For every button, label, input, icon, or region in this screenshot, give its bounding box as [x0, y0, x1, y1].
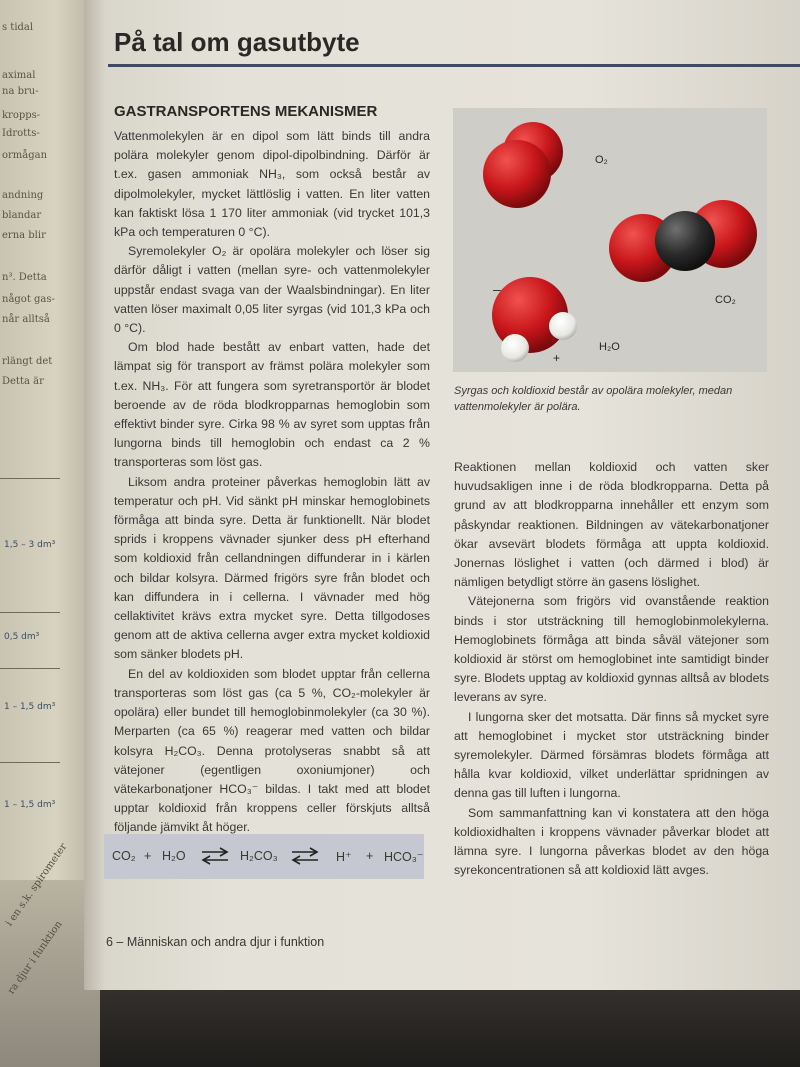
left-page-fragment: na bru- [2, 86, 39, 97]
book-page [84, 0, 800, 990]
left-page-fragment: Idrotts- [2, 128, 40, 139]
paragraph: I lungorna sker det motsatta. Där finns så mycket syre att hemoglobinet i mycket stor utsträckning binder syremolekyler. Därmed försämras blodets förmåga att hålla kvar koldioxid, vilket underlättar spridningen av denna gas till luften i lungorna. [454, 709, 769, 801]
left-page-fragment: något gas- [2, 294, 55, 305]
h2o-molecule [492, 277, 577, 362]
left-page-rule [0, 478, 60, 479]
eq-co2: CO₂ [112, 849, 136, 863]
volume-label: 1 – 1,5 dm³ [4, 800, 56, 810]
left-page-fragment: blandar [2, 210, 42, 221]
edge-text: ra djur i funktion [6, 919, 65, 997]
paragraph: En del av koldioxiden som blodet upptar från cellerna transporteras som löst gas (ca 5 %, CO₂-molekyler är opolära) eller bundet till hemoglobinmolekyler (ca 30 %). Merparten (ca 65 %) reagerar med vatten och bildar kolsyra H₂CO₃. Denna protolyseras snabbt så att vätejoner (egentligen oxoniumjoner) och vätekarbonatjoner HCO₃⁻ bildas. I takt med att blodet upptar koldioxid från kroppens celler förskjuts alltså följande jämvikt åt höger. [114, 666, 430, 835]
paragraph: Syremolekyler O₂ är opolära molekyler och löser sig därför dåligt i vatten (mellan syre- och vattenmolekyler uppstår endast svaga van der Waalsbindningar). En liter vatten löser maximalt 0,05 liter syrgas (vid 101,3 kPa och 0 °C). [114, 244, 430, 336]
molecule-illustration [453, 108, 767, 372]
left-page-fragment: aximal [2, 70, 36, 81]
edge-text: i en s.k. spirometer [4, 841, 70, 929]
page-footer: 6 – Människan och andra djur i funktion [106, 935, 325, 949]
left-page-fragment: når alltså [2, 314, 50, 325]
left-page-fragment: andning [2, 190, 44, 201]
left-page-rule [0, 668, 60, 669]
volume-label: 1 – 1,5 dm³ [4, 702, 56, 712]
equilibrium-arrows-icon [200, 847, 230, 865]
eq-h2o: H₂O [162, 849, 186, 863]
left-page-rule [0, 762, 60, 763]
o2-label: O₂ [595, 154, 608, 166]
previous-page-edge [0, 0, 92, 1000]
left-page-fragment: n³. Detta [2, 272, 47, 283]
co2-molecule [609, 200, 757, 282]
eq-h2co3: H₂CO₃ [240, 849, 278, 863]
paragraph: Vätejonerna som frigörs vid ovanstående reaktion binds i stor utsträckning till hemoglobinmolekylerna. Hemoglobinets förmåga att binda såväl vätejoner som koldioxid är störst om hemoglobinet inte samtidigt binder syre. Blodets upptag av koldioxid gynnas alltså av blodets leverans av syre. [454, 594, 769, 705]
paragraph: Vattenmolekylen är en dipol som lätt binds till andra polära molekyler genom dipol-dipolbindning. Därför är t.ex. gasen ammoniak NH₃, som också består av dipolmolekyler, mycket lättlöslig i vatten. En liter vatten kan faktiskt lösa 1 170 liter ammoniak (vid trycket 101,3 kPa och temperaturen 0 °C). [114, 129, 430, 240]
co2-label: CO₂ [715, 294, 736, 306]
paragraph: Reaktionen mellan koldioxid och vatten sker huvudsakligen inne i de röda blodkropparna. Detta på grund av att blodkropparna innehåller ett enzym som påskyndar reaktionen. Bildningen av vätekarbonatjoner ökar avsevärt blodets förmåga att uppta koldioxid. Jonernas löslighet i vatten (och därmed i blod) är nämligen betydligt större än gasens löslighet. [454, 460, 769, 590]
positive-charge: + [553, 351, 561, 365]
left-page-fragment: s tidal [2, 22, 34, 33]
right-text-column [454, 458, 769, 880]
volume-label: 0,5 dm³ [4, 632, 40, 642]
negative-charge: – [493, 281, 501, 297]
volume-label: 1,5 – 3 dm³ [4, 540, 56, 550]
h2o-label: H₂O [599, 341, 620, 353]
left-page-fragment: kropps- [2, 110, 41, 121]
title-divider [108, 64, 800, 67]
figure-caption: Syrgas och koldioxid består av opolära molekyler, medan vattenmolekyler är polära. [454, 385, 733, 413]
left-page-fragment: Detta är [2, 376, 44, 387]
left-page-fragment: erna blir [2, 230, 46, 241]
paragraph: Liksom andra proteiner påverkas hemoglobin lätt av temperatur och pH. Vid sänkt pH minskar hemoglobinets förmåga att binda syre. Detta är funktionellt. När blodet sprids i kroppens vävnader sjunker dess pH efterhand som koldioxid från cellandningen diffunderar in i kärlen och bildar kolsyra. Därmed frigörs syre från blodet och kan diffundera in i cellerna. I vävnader med hög cellaktivitet krävs extra mycket syre. Detta tillgodoses genom att de aktiva cellerna avger extra mycket koldioxid som sänker blodets pH. [114, 474, 430, 662]
page-title: På tal om gasutbyte [114, 27, 360, 57]
left-page-fragment: rlängt det [2, 356, 53, 367]
eq-hco3: HCO₃⁻ [384, 850, 424, 864]
o2-molecule [483, 122, 563, 208]
equilibrium-equation [104, 834, 424, 879]
eq-hplus: H⁺ [336, 850, 352, 864]
equilibrium-arrows-icon [290, 847, 320, 865]
section-heading: GASTRANSPORTENS MEKANISMER [114, 103, 378, 120]
paragraph: Om blod hade bestått av enbart vatten, hade det lämpat sig för transport av främst polära molekyler som t.ex. NH₃. För att fungera som syretransportör är blodet beroende av de röda blodkropparnas hemoglobin som effektivt binder syre. Cirka 98 % av syret som upptas från lungorna binds till hemoglobin och endast ca 2 % transporteras som löst gas. [114, 340, 430, 470]
paragraph: Som sammanfattning kan vi konstatera att den höga koldioxidhalten i kroppens vävnader påverkar blodet att lämna syre. I lungorna påverkas blodet av den höga syrekoncentrationen så att koldioxid lätt avges. [454, 805, 769, 878]
molecule-figure [453, 108, 767, 372]
left-page-fragment: ormågan [2, 150, 48, 161]
left-page-rule [0, 612, 60, 613]
left-text-column [114, 127, 430, 838]
eq-plus: + [144, 849, 152, 863]
eq-plus: + [366, 849, 374, 863]
